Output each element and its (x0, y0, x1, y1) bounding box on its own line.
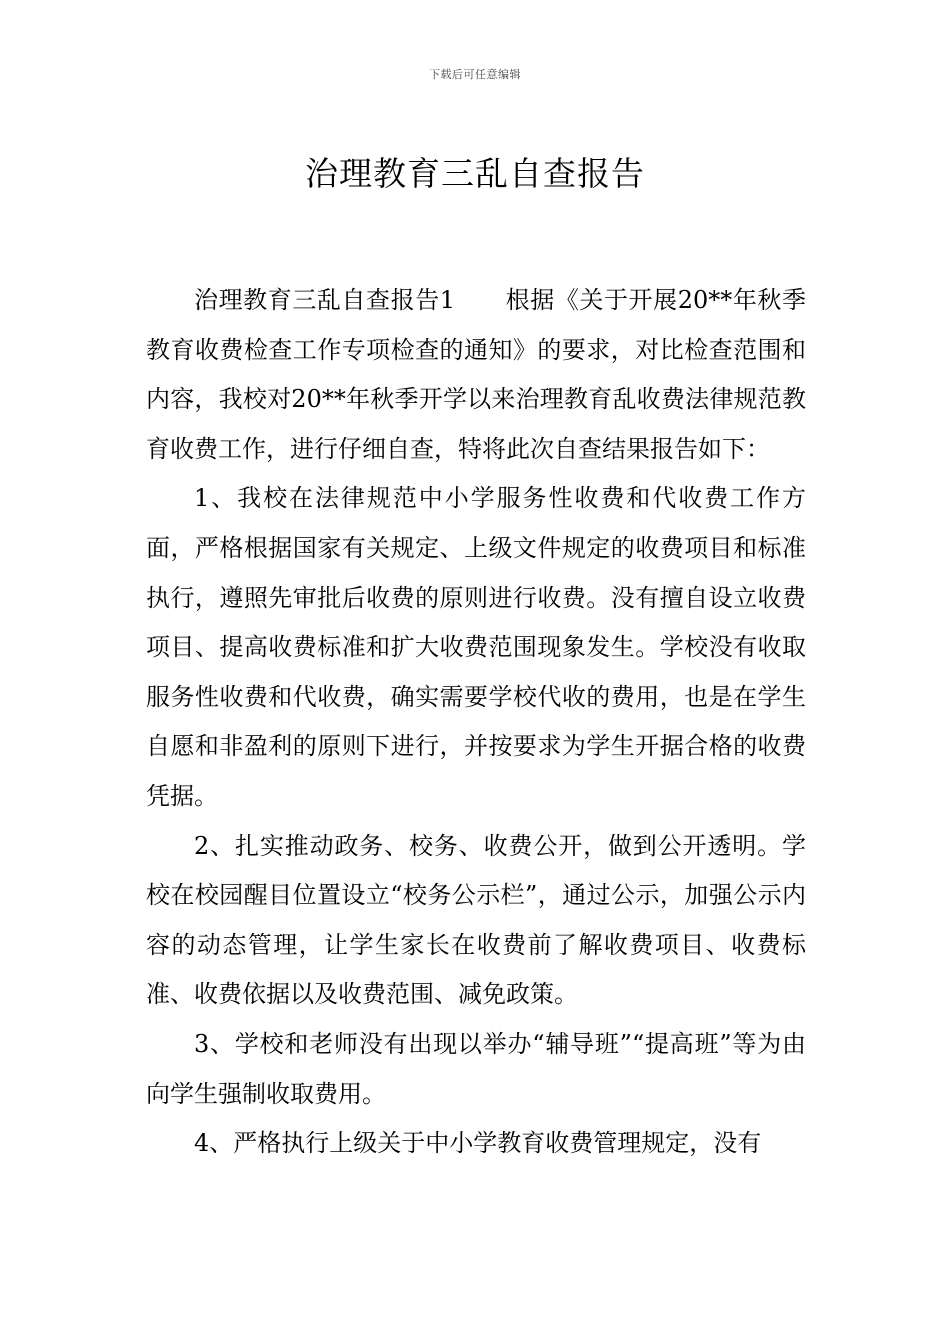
intro-text: 根据《关于开展20**年秋季教育收费检查工作专项检查的通知》的要求，对比检查范围和内容，我校对20**年秋季开学以来治理教育乱收费法律规范教育收费工作，进行仔细自查，特将此次自查结果报告如下： (146, 286, 806, 463)
paragraph-4: 4、严格执行上级关于中小学教育收费管理规定，没有 (194, 1129, 762, 1158)
paragraph-1: 1、我校在法律规范中小学服务性收费和代收费工作方面，严格根据国家有关规定、上级文件规定的收费项目和标准执行，遵照先审批后收费的原则进行收费。没有擅自设立收费项目、提高收费标准和扩大收费范围现象发生。学校没有收取服务性收费和代收费，确实需要学校代收的费用，也是在学生自愿和非盈利的原则下进行，并按要求为学生开据合格的收费凭据。 (146, 484, 806, 810)
intro-heading: 治理教育三乱自查报告1 (194, 286, 456, 314)
paragraph-3: 3、学校和老师没有出现以举办“辅导班”“提高班”等为由向学生强制收取费用。 (146, 1029, 806, 1108)
header-note: 下载后可任意编辑 (429, 68, 521, 81)
paragraph-2: 2、扎实推动政务、校务、收费公开，做到公开透明。学校在校园醒目位置设立“校务公示栏”，通过公示，加强公示内容的动态管理，让学生家长在收费前了解收费项目、收费标准、收费依据以及收费范围、减免政策。 (146, 831, 806, 1009)
document-body (146, 276, 806, 1169)
document-title: 治理教育三乱自查报告 (305, 154, 645, 194)
intro-paragraph (146, 276, 806, 474)
